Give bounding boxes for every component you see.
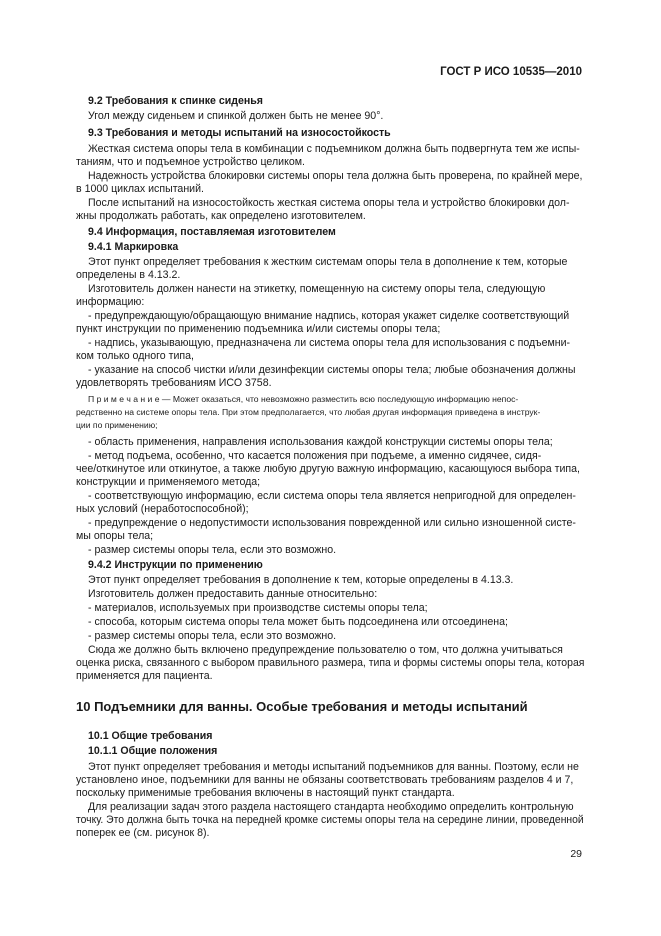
paragraph-line: оценка риска, связанного с выбором правильного размера, типа и формы системы опоры тела, которая [76, 657, 585, 669]
section-heading-9-3: 9.3 Требования и методы испытаний на износостойкость [88, 127, 391, 139]
list-item: - предупреждающую/обращающую внимание надпись, которая укажет сиделке соответствующий [88, 310, 570, 322]
paragraph-line: поперек ее (см. рисунок 8). [76, 827, 210, 839]
paragraph-line: применяется для пациента. [76, 670, 213, 682]
paragraph-line: таниям, что и подъемное устройство целиком. [76, 156, 305, 168]
paragraph-line: Этот пункт определяет требования в дополнение к тем, которые определены в 4.13.3. [88, 574, 514, 586]
document-header: ГОСТ Р ИСО 10535—2010 [440, 66, 582, 78]
paragraph-line: чее/откинутое или откинутое, а также любую другую важную информацию, касающуюся выбора типа, [76, 463, 580, 475]
list-item: - материалов, используемых при производстве системы опоры тела; [88, 602, 428, 614]
paragraph-line: мы опоры тела; [76, 530, 154, 542]
list-item: - надпись, указывающую, предназначена ли система опоры тела для использования с подъемни- [88, 337, 571, 349]
paragraph-line: в 1000 циклах испытаний. [76, 183, 204, 195]
section-heading-9-4: 9.4 Информация, поставляемая изготовителем [88, 226, 336, 238]
section-heading-9-4-2: 9.4.2 Инструкции по применению [88, 559, 263, 571]
section-heading-10-1: 10.1 Общие требования [88, 730, 213, 742]
note-line: ции по применению; [76, 420, 158, 430]
paragraph-line: Изготовитель должен предоставить данные относительно: [88, 588, 378, 600]
list-item: - размер системы опоры тела, если это возможно. [88, 544, 337, 556]
list-item: - размер системы опоры тела, если это возможно. [88, 630, 337, 642]
list-item: - область применения, направления использования каждой конструкции системы опоры тела; [88, 436, 553, 448]
section-heading-10-1-1: 10.1.1 Общие положения [88, 745, 218, 757]
note-line: редственно на системе опоры тела. При этом предполагается, что любая другая информация приведена в инструк- [76, 407, 541, 417]
section-heading-9-2: 9.2 Требования к спинке сиденья [88, 95, 263, 107]
paragraph-line: определены в 4.13.2. [76, 269, 181, 281]
list-item: - способа, которым система опоры тела может быть подсоединена или отсоединена; [88, 616, 508, 628]
list-item: - предупреждение о недопустимости использования поврежденной или сильно изношенной систе- [88, 517, 576, 529]
section-heading-9-4-1: 9.4.1 Маркировка [88, 241, 179, 253]
paragraph-line: поскольку применимые требования включены в настоящий пункт стандарта. [76, 787, 455, 799]
paragraph-line: Этот пункт определяет требования и методы испытаний подъемников для ванны. Поэтому, если не [88, 761, 579, 773]
list-item: - метод подъема, особенно, что касается положения при подъеме, а именно сидячее, сидя- [88, 450, 542, 462]
paragraph-line: ных условий (неработоспособной); [76, 503, 249, 515]
list-item: - указание на способ чистки и/или дезинфекции системы опоры тела; любые обозначения должны [88, 364, 576, 376]
paragraph-line: Для реализации задач этого раздела настоящего стандарта необходимо определить контрольную [88, 801, 574, 813]
paragraph-line: После испытаний на износостойкость жесткая система опоры тела и устройство блокировки дол- [88, 197, 570, 209]
paragraph-line: Надежность устройства блокировки системы опоры тела должна быть проверена, по крайней мере, [88, 170, 583, 182]
list-item: - соответствующую информацию, если система опоры тела является непригодной для определен- [88, 490, 576, 502]
paragraph-line: удовлетворять требованиям ИСО 3758. [76, 377, 272, 389]
paragraph-line: Этот пункт определяет требования к жестким системам опоры тела в дополнение к тем, которые [88, 256, 568, 268]
paragraph-line: установлено иное, подъемники для ванны не обязаны соответствовать требованиям разделов 4 и 7, [76, 774, 574, 786]
paragraph-line: пункт инструкции по применению подъемника и/или системы опоры тела; [76, 323, 441, 335]
paragraph-line: ком только одного типа, [76, 350, 194, 362]
paragraph-line: Сюда же должно быть включено предупреждение пользователю о том, что должна учитываться [88, 644, 563, 656]
page-number: 29 [570, 848, 582, 860]
paragraph-line: Жесткая система опоры тела в комбинации с подъемником должна быть подвергнута тем же испы- [88, 143, 580, 155]
paragraph-line: жны продолжать работать, как определено изготовителем. [76, 210, 366, 222]
note-line: П р и м е ч а н и е — Может оказаться, что невозможно разместить всю последующую информацию непос- [88, 394, 519, 404]
paragraph-line: Изготовитель должен нанести на этикетку, помещенную на систему опоры тела, следующую [88, 283, 546, 295]
section-heading-10: 10 Подъемники для ванны. Особые требования и методы испытаний [76, 699, 528, 714]
paragraph-line: Угол между сиденьем и спинкой должен быть не менее 90°. [88, 110, 384, 122]
paragraph-line: конструкции и применяемого метода; [76, 476, 261, 488]
paragraph-line: информацию: [76, 296, 145, 308]
paragraph-line: точку. Это должна быть точка на передней кромке системы опоры тела на середине линии, проведенной [76, 814, 584, 826]
